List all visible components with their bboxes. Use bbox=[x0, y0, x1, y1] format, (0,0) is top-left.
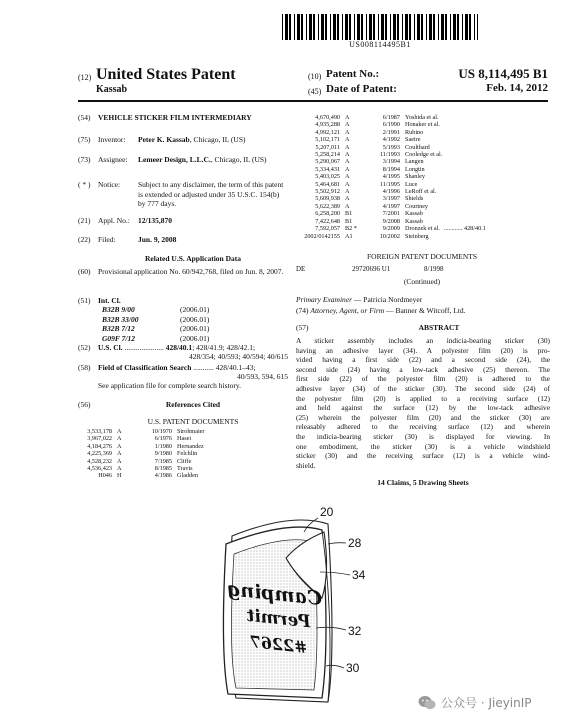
ref-kind: A bbox=[117, 442, 122, 450]
ref-date: 10/2002 bbox=[379, 232, 400, 240]
barcode-bar bbox=[373, 14, 375, 40]
ref-class: ............ 428/40.1 bbox=[443, 225, 486, 233]
barcode-bar bbox=[357, 14, 360, 40]
barcode-bar bbox=[409, 14, 411, 40]
abstract-line: second side (24) having a low-tack adhesive (25) thereon. The bbox=[296, 364, 550, 374]
reference-row bbox=[68, 443, 288, 450]
ref-name: Cliffe bbox=[177, 457, 192, 465]
ref-kind: A bbox=[345, 151, 350, 159]
foreign-number: 29720696 U1 bbox=[352, 265, 391, 273]
abstract-line: first side (22) of the polyester film (20) is adhered to the bbox=[296, 374, 550, 384]
ref-number: 5,258,214 bbox=[315, 151, 340, 159]
ref-name: Shanley bbox=[405, 173, 425, 181]
ref-date: 1/1980 bbox=[154, 442, 172, 450]
code-notice: ( * ) bbox=[78, 180, 91, 189]
abstract-line: sticker (30) and the receiving surface (12) is a vehicle wind- bbox=[296, 451, 550, 461]
field-search-note: See application file for complete search history. bbox=[98, 381, 242, 390]
kind-code-12: (12) bbox=[78, 73, 92, 82]
barcode-bar bbox=[469, 14, 471, 40]
ref-number: 4,225,369 bbox=[87, 450, 112, 458]
code-10: (10) bbox=[308, 72, 322, 81]
ref-name: Felchlin bbox=[177, 450, 198, 458]
abstract-line: shield. bbox=[296, 460, 316, 470]
ref-date: 3/1997 bbox=[382, 195, 400, 203]
barcode-bar bbox=[342, 14, 343, 40]
us-cl-main: 428/40.1 bbox=[165, 343, 193, 352]
notice-label: Notice: bbox=[98, 180, 121, 189]
watermark-text: 公众号 · JieyinIP bbox=[441, 696, 532, 710]
ref-name: Gladden bbox=[177, 472, 198, 480]
invention-title: VEHICLE STICKER FILM INTERMEDIARY bbox=[98, 113, 252, 122]
claims-summary: 14 Claims, 5 Drawing Sheets bbox=[377, 478, 469, 487]
inventor-surname: Kassab bbox=[96, 84, 128, 95]
field-search-dots: ........... bbox=[193, 363, 214, 372]
assignee-label: Assignee: bbox=[98, 155, 128, 164]
ref-number: 4,184,276 bbox=[87, 442, 112, 450]
ref-kind: A bbox=[117, 457, 122, 465]
int-cl-class: G09F 7/12 bbox=[102, 333, 135, 343]
barcode-bar bbox=[369, 14, 372, 40]
foreign-country: DE bbox=[296, 265, 306, 273]
reference-row bbox=[296, 225, 556, 232]
abstract-line: A sticker assembly includes an indicia-bearing sticker (30) bbox=[296, 336, 550, 345]
ref-number: 5,207,011 bbox=[315, 143, 340, 151]
barcode-bar bbox=[429, 14, 432, 40]
us-docs-left-table bbox=[68, 428, 288, 480]
ref-date: 8/1985 bbox=[154, 465, 172, 473]
barcode-bar bbox=[462, 14, 463, 40]
provisional-text: Provisional application No. 60/942,768, filed on Jun. 8, 2007. bbox=[98, 267, 284, 276]
reference-row bbox=[296, 195, 556, 202]
abstract-line: having an adhesive layer (34). A polyester film (20) is pro- bbox=[296, 345, 550, 355]
ref-name: Yoshida et al. bbox=[405, 114, 439, 121]
ref-name: Kassab bbox=[405, 210, 423, 218]
barcode-bar bbox=[289, 14, 291, 40]
int-cl-label: Int. Cl. bbox=[98, 296, 121, 305]
barcode-bar bbox=[325, 14, 327, 40]
barcode bbox=[282, 14, 478, 40]
abstract-line: vided having a first side (22) and a second side (24), the bbox=[296, 355, 550, 365]
ref-date: 4/1995 bbox=[382, 173, 400, 181]
inventor-name: Peter K. Kassab bbox=[138, 135, 190, 144]
barcode-bar bbox=[294, 14, 295, 40]
barcode-bar bbox=[385, 14, 387, 40]
ref-kind: A bbox=[345, 165, 350, 173]
inventor-value bbox=[138, 135, 288, 145]
ref-number: 5,102,171 bbox=[315, 136, 340, 144]
abstract-line: the indicia-bearing sticker (30) is displayed for viewing. In bbox=[296, 431, 550, 441]
ref-number: 3,533,178 bbox=[87, 428, 112, 435]
reference-row bbox=[296, 181, 556, 188]
sticker-text-number: #2267 bbox=[248, 632, 309, 658]
barcode-bar bbox=[309, 14, 312, 40]
inventor-label: Inventor: bbox=[98, 135, 126, 144]
barcode-bar bbox=[397, 14, 399, 40]
ref-date: 9/2009 bbox=[382, 225, 400, 233]
date-value: Feb. 14, 2012 bbox=[486, 82, 548, 94]
code-60: (60) bbox=[78, 267, 91, 276]
code-22: (22) bbox=[78, 235, 91, 244]
ref-kind: A bbox=[345, 202, 350, 210]
barcode-bar bbox=[402, 14, 403, 40]
code-75: (75) bbox=[78, 135, 91, 144]
ref-kind: A bbox=[345, 173, 350, 181]
ref-number: 2002/0142155 bbox=[304, 232, 340, 240]
barcode-bar bbox=[390, 14, 391, 40]
barcode-bar bbox=[306, 14, 307, 40]
barcode-bar bbox=[282, 14, 283, 40]
ref-numeral-32: 32 bbox=[348, 624, 362, 638]
abstract-line: (25) wherein the polyester film (20) and the sticker (30) are bbox=[296, 412, 550, 422]
ref-number: 4,935,288 bbox=[315, 121, 340, 129]
ref-kind: A bbox=[345, 128, 350, 136]
reference-row bbox=[68, 465, 288, 472]
us-docs-right-table bbox=[296, 114, 556, 240]
examiner-name: — Patricia Nordmeyer bbox=[353, 295, 423, 304]
barcode-bar bbox=[378, 14, 379, 40]
inventor-location: , Chicago, IL (US) bbox=[189, 135, 246, 144]
barcode-bar bbox=[321, 14, 324, 40]
barcode-bar bbox=[318, 14, 319, 40]
barcode-bar bbox=[381, 14, 384, 40]
ref-number: 5,334,431 bbox=[315, 165, 340, 173]
ref-number: 7,592,057 bbox=[315, 225, 340, 233]
reference-row bbox=[296, 166, 556, 173]
reference-row bbox=[68, 428, 288, 435]
barcode-bar bbox=[393, 14, 396, 40]
ref-number: 5,290,067 bbox=[315, 158, 340, 166]
barcode-bar bbox=[330, 14, 331, 40]
code-56: (56) bbox=[78, 400, 91, 409]
ref-date: 6/1976 bbox=[154, 435, 172, 443]
code-45: (45) bbox=[308, 87, 322, 96]
ref-numeral-28: 28 bbox=[348, 536, 362, 550]
barcode-bar bbox=[354, 14, 355, 40]
barcode-bar bbox=[426, 14, 427, 40]
int-cl-row bbox=[98, 324, 288, 334]
ref-kind: A bbox=[345, 114, 350, 121]
reference-row bbox=[296, 144, 556, 151]
assignee-name: Lemeer Design, L.L.C. bbox=[138, 155, 211, 164]
ref-date: 6/1990 bbox=[382, 121, 400, 129]
barcode-bar bbox=[313, 14, 315, 40]
notice-text: Subject to any disclaimer, the term of this patent is extended or adjusted under 35 U.S.C. 154(b) by 777 days. bbox=[138, 180, 284, 208]
abstract-line: one embodiment, the sticker (30) is a vehicle windshield bbox=[296, 441, 550, 451]
code-54: (54) bbox=[78, 113, 91, 122]
foreign-date: 8/1998 bbox=[424, 265, 444, 273]
barcode-bar bbox=[361, 14, 363, 40]
ref-name: Longtin bbox=[405, 165, 425, 173]
ref-kind: A bbox=[117, 450, 122, 458]
us-cl-dots: ..................... bbox=[124, 343, 164, 352]
ref-kind: A bbox=[345, 188, 350, 196]
abstract-line: and held against the surface (12) by the low-tack adhesive bbox=[296, 403, 550, 413]
ref-kind: A bbox=[345, 158, 350, 166]
ref-date: 11/1995 bbox=[379, 180, 400, 188]
ref-kind: A bbox=[117, 465, 122, 473]
appl-no-label: Appl. No.: bbox=[98, 216, 130, 225]
ref-name: Hasei bbox=[177, 435, 192, 443]
ref-date: 4/1992 bbox=[382, 136, 400, 144]
ref-name: Strohmaier bbox=[177, 428, 205, 435]
abstract-heading: ABSTRACT bbox=[418, 323, 460, 332]
ref-date: 4/1996 bbox=[382, 188, 400, 196]
ref-date: 11/1993 bbox=[379, 151, 400, 159]
us-cl-line2: 428/354; 40/593; 40/594; 40/615 bbox=[189, 352, 288, 361]
leader-30 bbox=[326, 665, 344, 668]
ref-date: 3/1994 bbox=[382, 158, 400, 166]
attorney-label: Attorney, Agent, or Firm bbox=[310, 306, 385, 315]
int-cl-version: (2006.01) bbox=[180, 324, 210, 333]
reference-row bbox=[296, 233, 556, 240]
ref-date: 9/2008 bbox=[382, 217, 400, 225]
reference-row bbox=[296, 173, 556, 180]
sticker-text-camping: Camping bbox=[226, 578, 324, 610]
reference-row bbox=[68, 450, 288, 457]
barcode-bar bbox=[450, 14, 451, 40]
ref-kind: A bbox=[345, 136, 350, 144]
ref-name: Saetre bbox=[405, 136, 421, 144]
ref-number: 5,502,912 bbox=[315, 188, 340, 196]
code-73: (73) bbox=[78, 155, 91, 164]
barcode-bar bbox=[417, 14, 420, 40]
field-search-label: Field of Classification Search bbox=[98, 363, 192, 372]
ref-date: 4/1986 bbox=[154, 472, 172, 480]
reference-row bbox=[296, 151, 556, 158]
ref-kind: A bbox=[345, 143, 350, 151]
reference-row bbox=[296, 158, 556, 165]
ref-name: Shields bbox=[405, 195, 424, 203]
ref-number: 5,403,025 bbox=[315, 173, 340, 181]
barcode-bar bbox=[297, 14, 300, 40]
ref-date: 6/1987 bbox=[382, 114, 400, 121]
barcode-bar bbox=[445, 14, 447, 40]
ref-name: Coulthard bbox=[405, 143, 430, 151]
barcode-bar bbox=[405, 14, 408, 40]
us-docs-heading: U.S. PATENT DOCUMENTS bbox=[147, 417, 239, 426]
ref-name: Luce bbox=[405, 180, 418, 188]
us-cl-rest: ; 428/41.9; 428/42.1; bbox=[192, 343, 256, 352]
assignee-location: , Chicago, IL (US) bbox=[210, 155, 267, 164]
ref-numeral-30: 30 bbox=[346, 661, 360, 675]
reference-row bbox=[296, 218, 556, 225]
ref-number: 5,464,681 bbox=[315, 180, 340, 188]
int-cl-row bbox=[98, 315, 288, 325]
field-search-range: 428/40.1–43; bbox=[215, 363, 256, 372]
date-label: Date of Patent: bbox=[326, 83, 397, 95]
reference-row bbox=[296, 210, 556, 217]
ref-name: Courtney bbox=[405, 202, 429, 210]
int-cl-row bbox=[98, 334, 288, 344]
barcode-bar bbox=[301, 14, 303, 40]
code-74: (74) bbox=[296, 306, 309, 315]
code-58: (58) bbox=[78, 363, 91, 372]
ref-date: 7/2001 bbox=[382, 210, 400, 218]
ref-number: 4,528,232 bbox=[87, 457, 112, 465]
foreign-heading: FOREIGN PATENT DOCUMENTS bbox=[366, 252, 477, 261]
reference-row bbox=[296, 188, 556, 195]
patent-heading: United States Patent bbox=[96, 66, 236, 83]
code-21: (21) bbox=[78, 216, 91, 225]
ref-date: 7/1985 bbox=[154, 457, 172, 465]
ref-date: 2/1991 bbox=[382, 128, 400, 136]
ref-number: 4,992,121 bbox=[315, 128, 340, 136]
ref-number: 6,258,200 bbox=[315, 210, 340, 218]
reference-row bbox=[296, 203, 556, 210]
barcode-bar bbox=[421, 14, 423, 40]
barcode-bar bbox=[366, 14, 367, 40]
foreign-continued: (Continued) bbox=[403, 277, 441, 286]
appl-no-value: 12/135,870 bbox=[138, 216, 172, 225]
barcode-bar bbox=[345, 14, 348, 40]
abstract-line: the polyester film (20) is applied to a receiving surface (12) bbox=[296, 393, 550, 403]
watermark bbox=[418, 694, 532, 711]
int-cl-row bbox=[98, 305, 288, 315]
header-rule bbox=[78, 100, 548, 102]
reference-row bbox=[68, 435, 288, 442]
ref-name: Rubino bbox=[405, 128, 424, 136]
abstract-line: releasably adhered to the receiving surface (12) and wherein bbox=[296, 422, 550, 432]
ref-name: Cooledge et al. bbox=[405, 151, 443, 159]
ref-name: Travis bbox=[177, 465, 193, 473]
related-heading: Related U.S. Application Data bbox=[144, 254, 242, 263]
ref-name: Kassab bbox=[405, 217, 423, 225]
reference-row bbox=[296, 114, 556, 121]
filed-label: Filed: bbox=[98, 235, 116, 244]
abstract-line: adhesive layer (34) of the sticker (30). The second side (24) of bbox=[296, 383, 550, 393]
barcode-bar bbox=[465, 14, 468, 40]
examiner-line bbox=[296, 295, 422, 304]
ref-name: Honaker et al. bbox=[405, 121, 440, 129]
barcode-bar bbox=[438, 14, 439, 40]
ref-date: 8/1994 bbox=[382, 165, 400, 173]
field-search-line1 bbox=[98, 363, 290, 372]
ref-date: 10/1970 bbox=[151, 428, 172, 435]
barcode-bar bbox=[349, 14, 351, 40]
patent-figure bbox=[196, 502, 386, 704]
code-51: (51) bbox=[78, 296, 91, 305]
ref-kind: B1 bbox=[345, 217, 353, 225]
int-cl-class: B32B 33/00 bbox=[102, 314, 139, 324]
ref-kind: B1 bbox=[345, 210, 353, 218]
ref-numeral-20: 20 bbox=[320, 505, 334, 519]
barcode-bar bbox=[457, 14, 459, 40]
ref-date: 5/1993 bbox=[382, 143, 400, 151]
ref-kind: A bbox=[345, 180, 350, 188]
barcode-bar bbox=[477, 14, 478, 40]
patent-no-value: US 8,114,495 B1 bbox=[458, 66, 548, 81]
int-cl-version: (2006.01) bbox=[180, 314, 210, 324]
attorney-line bbox=[296, 306, 465, 315]
code-52: (52) bbox=[78, 343, 91, 352]
int-cl-list bbox=[98, 305, 288, 343]
barcode-bar bbox=[337, 14, 339, 40]
int-cl-class: B32B 9/00 bbox=[102, 305, 135, 314]
filed-value: Jun. 9, 2008 bbox=[138, 235, 177, 244]
int-cl-version: (2006.01) bbox=[180, 305, 210, 314]
ref-kind: A bbox=[117, 428, 122, 435]
int-cl-version: (2006.01) bbox=[180, 333, 210, 343]
ref-number: 7,422,648 bbox=[315, 217, 340, 225]
ref-name: Steinberg bbox=[405, 232, 429, 240]
patent-no-label: Patent No.: bbox=[326, 68, 380, 80]
ref-kind: H bbox=[117, 472, 122, 480]
ref-kind: B2 * bbox=[345, 225, 357, 233]
ref-kind: A bbox=[345, 121, 350, 129]
ref-number: H046 bbox=[98, 472, 112, 480]
ref-kind: A1 bbox=[345, 232, 353, 240]
ref-number: 3,967,022 bbox=[87, 435, 112, 443]
references-heading: References Cited bbox=[165, 400, 221, 409]
barcode-bar bbox=[474, 14, 475, 40]
reference-row bbox=[68, 458, 288, 465]
barcode-bar bbox=[433, 14, 435, 40]
code-57: (57) bbox=[296, 323, 309, 332]
wechat-icon bbox=[418, 695, 436, 711]
ref-number: 4,536,423 bbox=[87, 465, 112, 473]
ref-number: 5,622,389 bbox=[315, 202, 340, 210]
ref-name: Hernandez bbox=[177, 442, 204, 450]
ref-date: 9/1980 bbox=[154, 450, 172, 458]
ref-name: Langen bbox=[405, 158, 424, 166]
reference-row bbox=[296, 121, 556, 128]
attorney-name: — Banner & Witcoff, Ltd. bbox=[386, 306, 466, 315]
leader-28 bbox=[328, 543, 346, 544]
abstract-text bbox=[296, 336, 550, 470]
ref-date: 4/1997 bbox=[382, 202, 400, 210]
reference-row bbox=[68, 472, 288, 479]
field-search-line2: 40/593, 594, 615 bbox=[237, 372, 288, 381]
barcode-number: US008114495B1 bbox=[349, 40, 411, 49]
ref-kind: A bbox=[117, 435, 122, 443]
us-cl-label: U.S. Cl. bbox=[98, 343, 123, 352]
barcode-bar bbox=[333, 14, 336, 40]
barcode-bar bbox=[285, 14, 288, 40]
int-cl-class: B32B 7/12 bbox=[102, 324, 135, 333]
reference-row bbox=[296, 129, 556, 136]
ref-number: 5,609,938 bbox=[315, 195, 340, 203]
examiner-label: Primary Examiner bbox=[296, 295, 353, 304]
reference-row bbox=[296, 136, 556, 143]
sticker-figure-svg bbox=[196, 502, 386, 704]
barcode-bar bbox=[414, 14, 415, 40]
ref-numeral-34: 34 bbox=[352, 568, 366, 582]
barcode-bar bbox=[453, 14, 456, 40]
ref-kind: A bbox=[345, 195, 350, 203]
ref-number: 4,670,490 bbox=[315, 114, 340, 121]
barcode-bar bbox=[441, 14, 444, 40]
assignee-value bbox=[138, 155, 288, 165]
sticker-text-permit: Permit bbox=[245, 605, 312, 633]
ref-name: LeRoff et al. bbox=[405, 188, 437, 196]
ref-name: Dronzek et al. bbox=[405, 225, 440, 233]
